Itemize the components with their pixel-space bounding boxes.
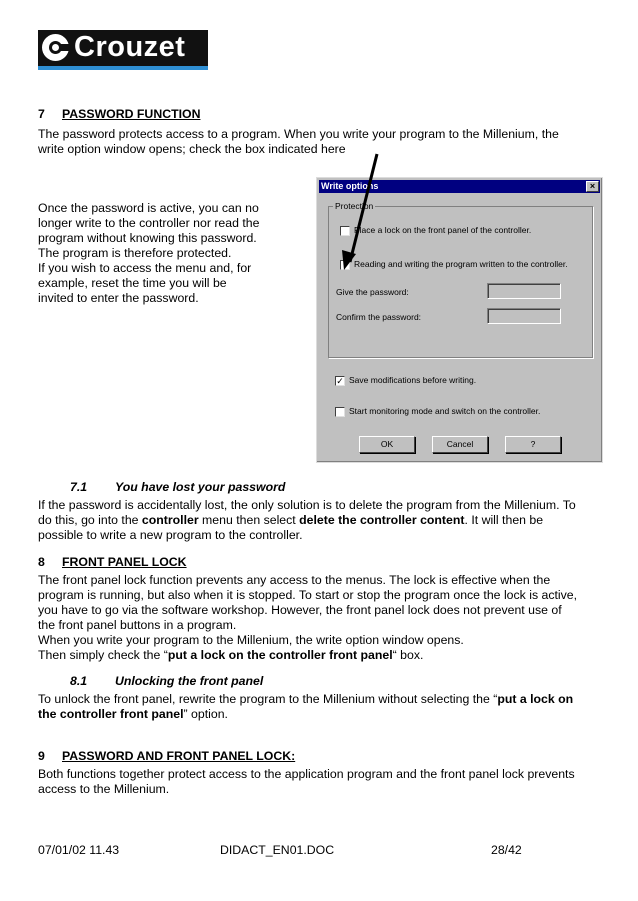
protection-group-label: Protection xyxy=(335,201,374,211)
crouzet-logo-mark-icon xyxy=(42,34,69,61)
section-7-1-body: If the password is accidentally lost, the only solution is to delete the program from the Millenium. To do this, go into the controller menu then select delete the controller content. It will then be possible to write a new program to the controller. xyxy=(38,498,576,542)
section-9-body: Both functions together protect access to the application program and the front panel lock prevents access to the Millenium. xyxy=(38,767,575,796)
read-write-protect-label: Reading and writing the program written to the controller. xyxy=(354,259,568,269)
front-panel-lock-label: Place a lock on the front panel of the controller. xyxy=(354,225,532,235)
footer-page-number: 28/42 xyxy=(491,843,522,857)
confirm-password-label: Confirm the password: xyxy=(336,312,422,322)
logo-brand-text: Crouzet xyxy=(74,31,186,63)
give-password-label: Give the password: xyxy=(336,287,409,297)
section-9-heading: 9 PASSWORD AND FRONT PANEL LOCK: xyxy=(38,749,296,763)
dialog-close-icon[interactable]: × xyxy=(586,181,599,192)
section-7-side-text: Once the password is active, you can no longer write to the controller nor read the program without knowing this password. The program is therefore protected. If you wish to access the menu and, for example, reset the time you will be invited to enter the password. xyxy=(38,201,260,305)
footer-filename: DIDACT_EN01.DOC xyxy=(220,843,335,857)
section-8-1-heading: 8.1 Unlocking the front panel xyxy=(70,674,264,688)
save-modifications-checkbox[interactable]: ✓ xyxy=(336,376,344,386)
section-8-body: The front panel lock function prevents any access to the menus. The lock is effective when the program is running, but also when it is stopped. To start or stop the program once the lock is active, you have to go via the software workshop. However, the front panel lock does not prevent use of the front panel buttons in a program. When you write your program to the Millenium, the write option window opens. Then simply check the “put a lock on the controller front panel“ box. xyxy=(38,573,578,662)
crouzet-logo xyxy=(38,30,208,70)
section-7-heading: 7 PASSWORD FUNCTION xyxy=(38,107,201,121)
save-modifications-label: Save modifications before writing. xyxy=(349,375,477,385)
pointer-arrow-icon xyxy=(330,150,390,280)
start-monitoring-checkbox[interactable] xyxy=(335,407,345,417)
help-button[interactable]: ? xyxy=(505,436,561,453)
logo-underline xyxy=(38,66,208,70)
cancel-button[interactable]: Cancel xyxy=(432,436,488,453)
give-password-input[interactable] xyxy=(487,283,561,299)
start-monitoring-label: Start monitoring mode and switch on the controller. xyxy=(349,406,541,416)
section-8-1-body: To unlock the front panel, rewrite the program to the Millenium without selecting the “put a lock on the controller front panel” option. xyxy=(38,692,574,721)
confirm-password-input[interactable] xyxy=(487,308,561,324)
ok-button[interactable]: OK xyxy=(359,436,415,453)
section-8-heading: 8 FRONT PANEL LOCK xyxy=(38,555,187,569)
section-7-intro: The password protects access to a program. When you write your program to the Millenium, the write option window opens; check the box indicated here xyxy=(38,127,559,156)
dialog-title-bar: Write options × xyxy=(319,180,600,193)
footer-date: 07/01/02 11.43 xyxy=(38,843,120,857)
section-7-1-heading: 7.1 You have lost your password xyxy=(70,480,286,494)
